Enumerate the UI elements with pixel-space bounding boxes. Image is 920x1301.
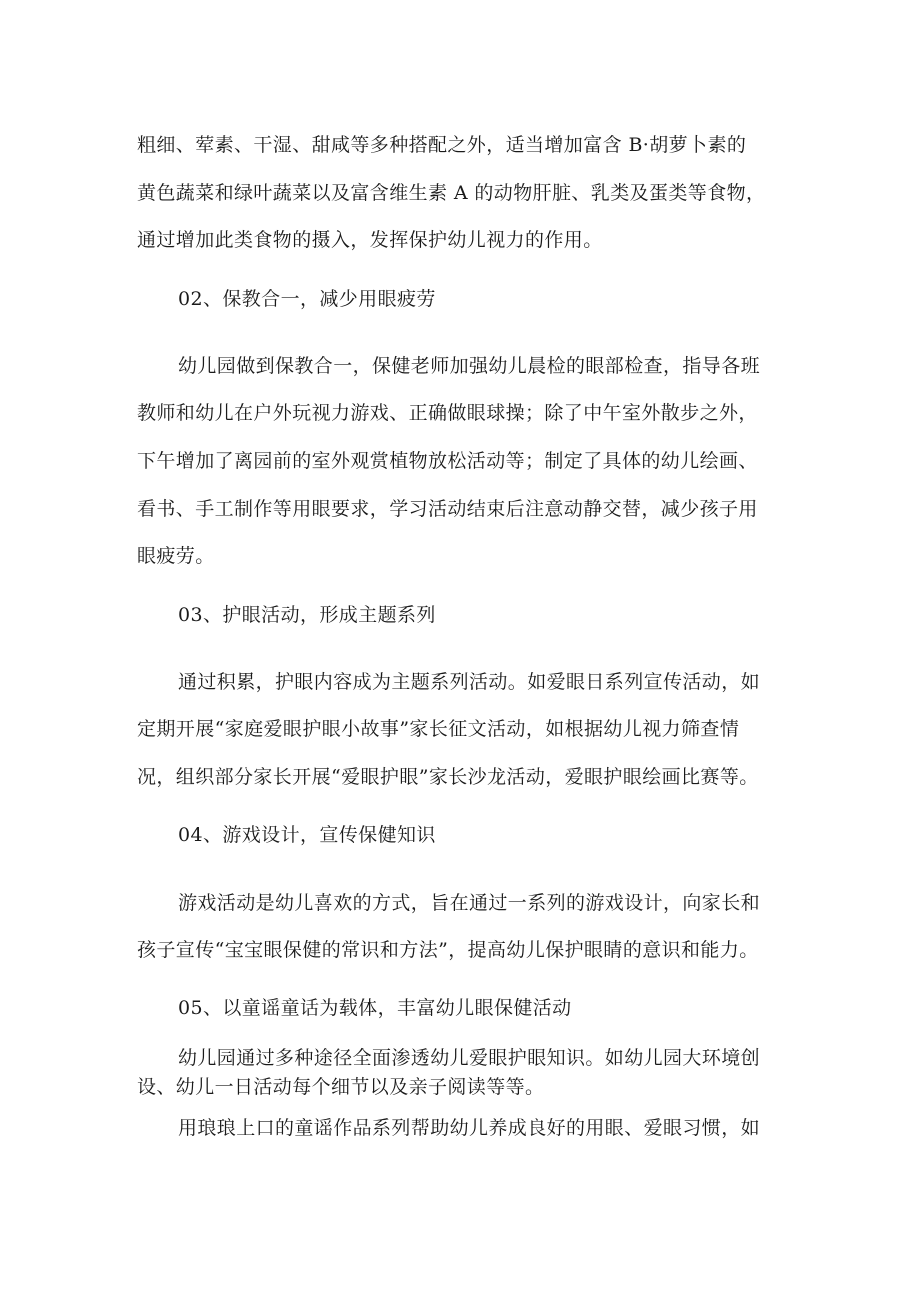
- paragraph-line: 眼疲劳。: [137, 545, 215, 567]
- section-heading-05: 05、以童谣童话为载体，丰富幼儿眼保健活动: [178, 997, 572, 1019]
- paragraph-line: 定期开展“家庭爱眼护眼小故事”家长征文活动，如根据幼儿视力筛查情: [137, 718, 740, 740]
- paragraph-line: 用琅琅上口的童谣作品系列帮助幼儿养成良好的用眼、爱眼习惯，如: [178, 1117, 761, 1139]
- paragraph-line: 粗细、荤素、干湿、甜咸等多种搭配之外，适当增加富含 B·胡萝卜素的: [137, 134, 747, 156]
- section-heading-03: 03、护眼活动，形成主题系列: [178, 604, 436, 626]
- paragraph-line: 设、幼儿一日活动每个细节以及亲子阅读等等。: [137, 1076, 545, 1098]
- paragraph-line: 游戏活动是幼儿喜欢的方式，旨在通过一系列的游戏设计，向家长和: [178, 892, 761, 914]
- paragraph-line: 通过增加此类食物的摄入，发挥保护幼儿视力的作用。: [137, 229, 603, 251]
- paragraph-line: 教师和幼儿在户外玩视力游戏、正确做眼球操；除了中午室外散步之外，: [137, 402, 758, 424]
- section-heading-04: 04、游戏设计，宣传保健知识: [178, 824, 436, 846]
- paragraph-line: 孩子宣传“宝宝眼保健的常识和方法”，提高幼儿保护眼睛的意识和能力。: [137, 939, 759, 961]
- paragraph-line: 幼儿园做到保教合一，保健老师加强幼儿晨检的眼部检查，指导各班: [178, 355, 761, 377]
- section-heading-02: 02、保教合一，减少用眼疲劳: [178, 288, 436, 310]
- paragraph-line: 况，组织部分家长开展“爱眼护眼”家长沙龙活动，爱眼护眼绘画比赛等。: [137, 766, 759, 788]
- paragraph-line: 黄色蔬菜和绿叶蔬菜以及富含维生素 A 的动物肝脏、乳类及蛋类等食物，: [137, 182, 766, 204]
- paragraph-line: 看书、手工制作等用眼要求，学习活动结束后注意动静交替，减少孩子用: [137, 498, 758, 520]
- paragraph-line: 幼儿园通过多种途径全面渗透幼儿爱眼护眼知识。如幼儿园大环境创: [178, 1047, 761, 1069]
- paragraph-line: 通过积累，护眼内容成为主题系列活动。如爱眼日系列宣传活动，如: [178, 671, 761, 693]
- paragraph-line: 下午增加了离园前的室外观赏植物放松活动等；制定了具体的幼儿绘画、: [137, 450, 758, 472]
